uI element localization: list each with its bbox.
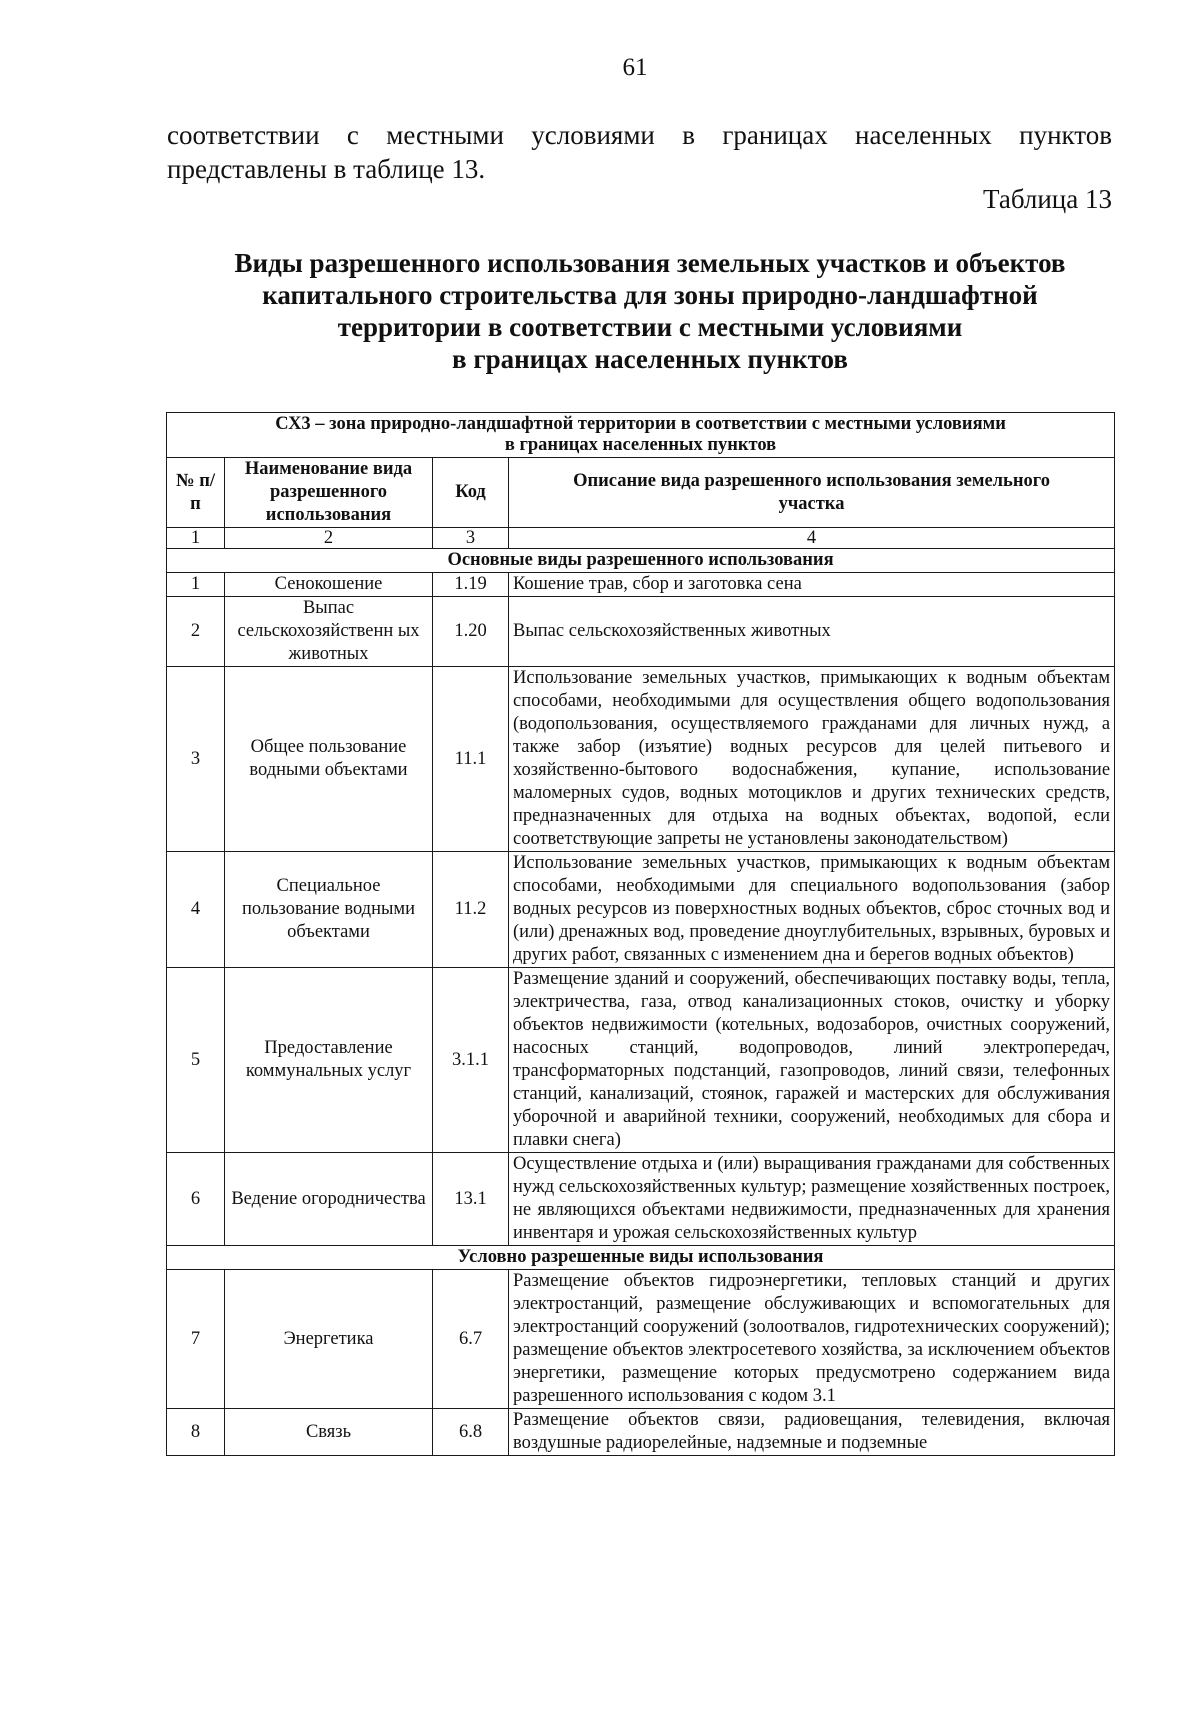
- intro-line-2: представлены в таблице 13.: [167, 154, 486, 184]
- table-row: [167, 667, 1115, 852]
- row-desc: Использование земельных участков, примыкающих к водным объектам способами, необходимыми для осуществления общего водопользования (водопользования, осуществляемого гражданами для личных нужд, а также забор (изъятие) водных ресурсов для целей питьевого и хозяйственно-бытового водоснабжения, купание, использование маломерных судов, водных мотоциклов и других технических средств, предназначенных для отдыха на водных объектах, водопой, если соответствующие запреты не установлены законодательством): [509, 667, 1115, 852]
- row-num: 7: [167, 1270, 225, 1409]
- title-line-4: в границах населенных пунктов: [452, 344, 848, 374]
- header-num: № п/п: [167, 458, 225, 528]
- row-name: Специальное пользование водными объектами: [225, 852, 433, 968]
- row-name: Выпас сельскохозяйственн ых животных: [225, 597, 433, 667]
- land-use-table: [166, 412, 1115, 1456]
- section-conditional-title: Условно разрешенные виды использования: [167, 1246, 1115, 1270]
- header-name: Наименование вида разрешенного использования: [225, 458, 433, 528]
- zone-header-line-1: СХ3 – зона природно-ландшафтной территории в соответствии с местными условиями: [275, 414, 1006, 434]
- row-name: Связь: [225, 1409, 433, 1456]
- col-number-2: 2: [225, 528, 433, 549]
- row-code: 1.19: [433, 573, 509, 597]
- row-code: 6.7: [433, 1270, 509, 1409]
- document-title: [150, 247, 1150, 375]
- row-name: Ведение огородничества: [225, 1153, 433, 1246]
- col-number-4: 4: [509, 528, 1115, 549]
- row-code: 1.20: [433, 597, 509, 667]
- intro-paragraph: [167, 118, 1112, 186]
- table-row: [167, 597, 1115, 667]
- table-caption: Таблица 13: [983, 184, 1112, 214]
- row-desc: Кошение трав, сбор и заготовка сена: [509, 573, 1115, 597]
- title-line-2: капитального строительства для зоны природно-ландшафтной: [262, 280, 1038, 310]
- row-num: 4: [167, 852, 225, 968]
- table-row: [167, 968, 1115, 1153]
- row-name: Энергетика: [225, 1270, 433, 1409]
- row-desc: Размещение объектов гидроэнергетики, тепловых станций и других электростанций, размещение обслуживающих и вспомогательных для электростанций сооружений (золоотвалов, гидротехнических сооружений); размещение объектов электросетевого хозяйства, за исключением объектов энергетики, размещение которых предусмотрено содержанием вида разрешенного использования с кодом 3.1: [509, 1270, 1115, 1409]
- table-row: [167, 1270, 1115, 1409]
- section-row-main: [167, 549, 1115, 573]
- row-code: 3.1.1: [433, 968, 509, 1153]
- section-row-conditional: [167, 1246, 1115, 1270]
- section-main-title: Основные виды разрешенного использования: [167, 549, 1115, 573]
- row-code: 11.1: [433, 667, 509, 852]
- row-num: 6: [167, 1153, 225, 1246]
- title-line-1: Виды разрешенного использования земельных участков и объектов: [234, 248, 1066, 278]
- row-code: 11.2: [433, 852, 509, 968]
- table-row: [167, 852, 1115, 968]
- row-num: 8: [167, 1409, 225, 1456]
- row-num: 3: [167, 667, 225, 852]
- row-name: Сенокошение: [225, 573, 433, 597]
- table-row: [167, 1409, 1115, 1456]
- row-code: 6.8: [433, 1409, 509, 1456]
- row-desc: Размещение зданий и сооружений, обеспечивающих поставку воды, тепла, электричества, газа, отвод канализационных стоков, очистку и уборку объектов недвижимости (котельных, водозаборов, очистных сооружений, насосных станций, водопроводов, линий электропередач, трансформаторных подстанций, газопроводов, линий связи, телефонных станций, канализаций, стоянок, гаражей и мастерских для обслуживания уборочной и аварийной техники, сооружений, необходимых для сбора и плавки снега): [509, 968, 1115, 1153]
- col-number-3: 3: [433, 528, 509, 549]
- column-header-row: [167, 458, 1115, 528]
- row-desc: Размещение объектов связи, радиовещания, телевидения, включая воздушные радиорелейные, надземные и подземные: [509, 1409, 1115, 1456]
- header-desc: Описание вида разрешенного использования земельного участка: [509, 458, 1115, 528]
- header-code: Код: [433, 458, 509, 528]
- table-row: [167, 1153, 1115, 1246]
- row-name: Общее пользование водными объектами: [225, 667, 433, 852]
- row-code: 13.1: [433, 1153, 509, 1246]
- page-number: 61: [622, 54, 648, 81]
- row-num: 1: [167, 573, 225, 597]
- zone-header: [167, 413, 1115, 458]
- zone-header-line-2: в границах населенных пунктов: [504, 435, 777, 455]
- row-desc: Осуществление отдыха и (или) выращивания гражданами для собственных нужд сельскохозяйственных культур; размещение хозяйственных построек, не являющихся объектами недвижимости, предназначенных для хранения инвентаря и урожая сельскохозяйственных культур: [509, 1153, 1115, 1246]
- row-name: Предоставление коммунальных услуг: [225, 968, 433, 1153]
- table-row: [167, 573, 1115, 597]
- row-desc: Использование земельных участков, примыкающих к водным объектам способами, необходимыми для специального водопользования (забор водных ресурсов из поверхностных водных объектов, сброс сточных вод и (или) дренажных вод, проведение дноуглубительных, взрывных, буровых и других работ, связанных с изменением дна и берегов водных объектов): [509, 852, 1115, 968]
- row-num: 2: [167, 597, 225, 667]
- col-number-1: 1: [167, 528, 225, 549]
- column-number-row: [167, 528, 1115, 549]
- zone-header-row: [167, 413, 1115, 458]
- intro-line-1: соответствии с местными условиями в границах населенных пунктов: [167, 120, 1112, 150]
- row-desc: Выпас сельскохозяйственных животных: [509, 597, 1115, 667]
- title-line-3: территории в соответствии с местными условиями: [337, 312, 963, 342]
- row-num: 5: [167, 968, 225, 1153]
